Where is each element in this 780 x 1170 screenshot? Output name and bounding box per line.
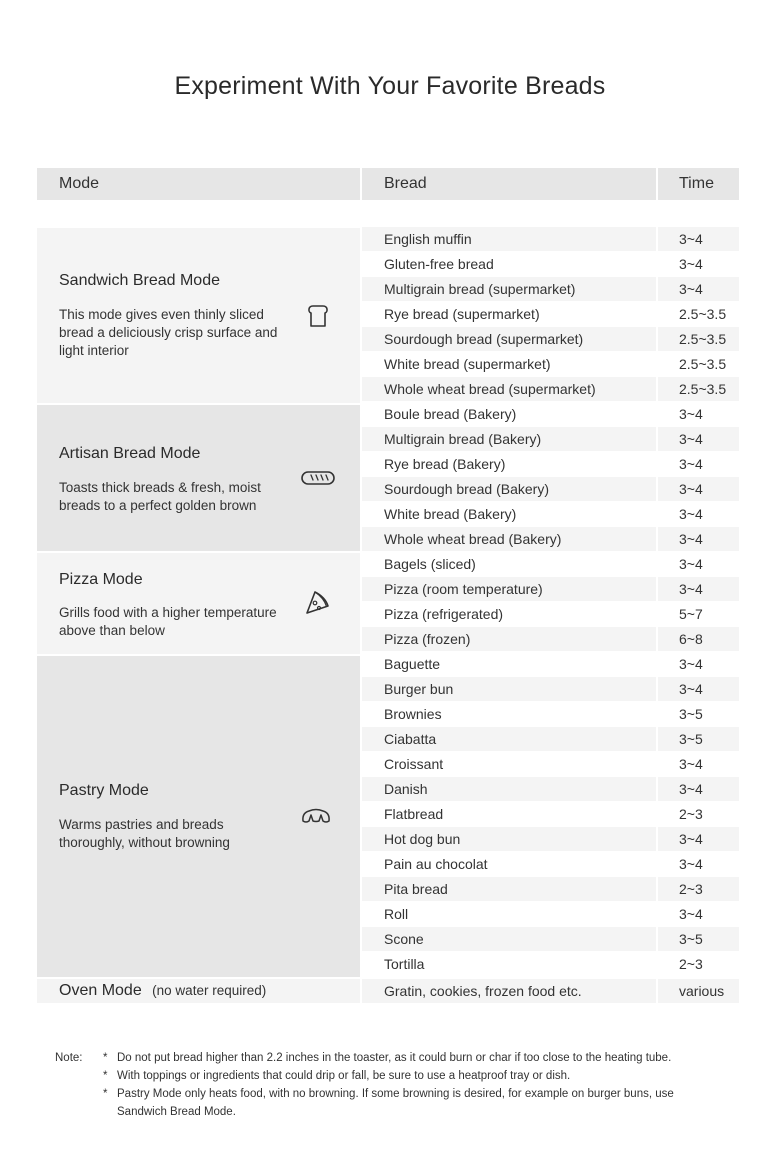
- table-row: [362, 327, 739, 351]
- bread-cell: Hot dog bun: [362, 827, 656, 851]
- mode-note: (no water required): [152, 983, 267, 998]
- table-row: [362, 852, 739, 876]
- table-row: [362, 552, 739, 576]
- time-cell: 3~4: [658, 477, 739, 501]
- bread-cell: Rye bread (Bakery): [384, 456, 506, 472]
- bread-cell: Multigrain bread (supermarket): [362, 277, 656, 301]
- bread-cell: Bagels (sliced): [384, 556, 476, 572]
- table-row: [362, 652, 739, 676]
- bread-cell: Rye bread (supermarket): [384, 306, 540, 322]
- bread-cell: Flatbread: [384, 806, 444, 822]
- notes-label: Note:: [55, 1052, 83, 1064]
- bread-cell: English muffin: [362, 227, 656, 251]
- header-time: Time: [658, 168, 739, 200]
- loaf-icon: [300, 469, 336, 487]
- time-cell: 3~4: [679, 756, 703, 772]
- mode-name: Sandwich Bread Mode: [59, 272, 220, 289]
- table-row: [362, 877, 739, 901]
- croissant-icon: [300, 806, 332, 826]
- bread-cell: Roll: [384, 906, 409, 922]
- time-cell: 3~4: [658, 277, 739, 301]
- table-row: [362, 527, 739, 551]
- time-cell: 5~7: [679, 606, 703, 622]
- pizza-slice-icon: [303, 589, 331, 617]
- bread-cell: Sourdough bread (Bakery): [362, 477, 656, 501]
- note-bullet: *: [103, 1070, 108, 1082]
- table-row: [362, 302, 739, 326]
- bread-cell: Pizza (frozen): [362, 627, 656, 651]
- note-text: With toppings or ingredients that could drip or fall, be sure to use a heatproof tray or dish.: [117, 1070, 571, 1082]
- table-row: [362, 602, 739, 626]
- table-row: [362, 402, 739, 426]
- mode-oven: [37, 979, 360, 1003]
- table-row: [362, 227, 739, 251]
- table-row: [362, 502, 739, 526]
- bread-cell: White bread (supermarket): [384, 356, 551, 372]
- table-row: [362, 702, 739, 726]
- bread-cell: Ciabatta: [362, 727, 656, 751]
- bread-cell: Multigrain bread (Bakery): [362, 427, 656, 451]
- time-cell: various: [658, 979, 739, 1003]
- bread-cell: Pita bread: [362, 877, 656, 901]
- table-row: [362, 252, 739, 276]
- time-cell: 3~4: [679, 256, 703, 272]
- bread-cell: Croissant: [384, 756, 444, 772]
- bread-cell: Pizza (room temperature): [362, 577, 656, 601]
- toast-slice-icon: [307, 304, 329, 328]
- time-cell: 2~3: [679, 806, 703, 822]
- bread-cell: Whole wheat bread (supermarket): [362, 377, 656, 401]
- bread-cell: Whole wheat bread (Bakery): [362, 527, 656, 551]
- time-cell: 3~4: [679, 906, 703, 922]
- time-cell: 3~4: [658, 227, 739, 251]
- table-row: [362, 902, 739, 926]
- mode-description: Grills food with a higher temperature above than below: [59, 605, 277, 638]
- note-text: Pastry Mode only heats food, with no browning. If some browning is desired, for example on burger buns, use Sandwich Bread Mode.: [117, 1088, 674, 1118]
- mode-name: Oven Mode: [59, 982, 142, 999]
- bread-cell: Burger bun: [362, 677, 656, 701]
- table-row: [362, 627, 739, 651]
- bread-cell: Pain au chocolat: [384, 856, 488, 872]
- table-row: [362, 677, 739, 701]
- table-row: [362, 427, 739, 451]
- mode-description: This mode gives even thinly sliced bread a deliciously crisp surface and light interior: [59, 307, 278, 358]
- bread-cell: Boule bread (Bakery): [384, 406, 517, 422]
- time-cell: 3~4: [658, 427, 739, 451]
- time-cell: 6~8: [658, 627, 739, 651]
- table-row: [362, 927, 739, 951]
- mode-description: Warms pastries and breads thoroughly, without browning: [59, 817, 230, 850]
- time-cell: 3~5: [658, 727, 739, 751]
- note-bullet: *: [103, 1052, 108, 1064]
- table-row: [362, 577, 739, 601]
- table-row: [362, 979, 739, 1003]
- bread-cell: Scone: [362, 927, 656, 951]
- time-cell: 3~4: [679, 556, 703, 572]
- time-cell: 3~4: [658, 577, 739, 601]
- time-cell: 2~3: [679, 956, 703, 972]
- page-title: Experiment With Your Favorite Breads: [174, 72, 606, 100]
- bread-cell: Pizza (refrigerated): [384, 606, 504, 622]
- time-cell: 3~5: [658, 927, 739, 951]
- time-cell: 2~3: [658, 877, 739, 901]
- time-cell: 3~4: [679, 456, 703, 472]
- table-row: [362, 752, 739, 776]
- time-cell: 3~4: [679, 656, 703, 672]
- time-cell: 2.5~3.5: [658, 327, 739, 351]
- time-cell: 2.5~3.5: [679, 306, 727, 322]
- table-row: [362, 352, 739, 376]
- time-cell: 3~4: [658, 677, 739, 701]
- time-cell: 3~5: [679, 706, 703, 722]
- mode-name: Pizza Mode: [59, 571, 143, 588]
- table-row: [362, 477, 739, 501]
- table-row: [362, 952, 739, 976]
- mode-pizza: [37, 553, 360, 654]
- table-row: [362, 777, 739, 801]
- time-cell: 3~4: [679, 856, 703, 872]
- mode-description: Toasts thick breads & fresh, moist breads to a perfect golden brown: [59, 480, 261, 513]
- time-cell: 3~4: [658, 777, 739, 801]
- bread-cell: Gluten-free bread: [384, 256, 494, 272]
- time-cell: 2.5~3.5: [658, 377, 739, 401]
- table-row: [362, 827, 739, 851]
- mode-artisan: [37, 405, 360, 551]
- table-row: [362, 727, 739, 751]
- bread-cell: Danish: [362, 777, 656, 801]
- time-cell: 3~4: [658, 527, 739, 551]
- time-cell: 3~4: [658, 827, 739, 851]
- time-cell: 2.5~3.5: [679, 356, 727, 372]
- bread-cell: Sourdough bread (supermarket): [362, 327, 656, 351]
- mode-pastry: [37, 656, 360, 977]
- table-row: [362, 277, 739, 301]
- bread-cell: Gratin, cookies, frozen food etc.: [362, 979, 656, 1003]
- bread-cell: Baguette: [384, 656, 441, 672]
- bread-cell: Brownies: [384, 706, 442, 722]
- note-bullet: *: [103, 1088, 108, 1100]
- header-mode: Mode: [37, 168, 360, 200]
- mode-name: Pastry Mode: [59, 782, 149, 799]
- header-bread: Bread: [362, 168, 656, 200]
- table-row: [362, 377, 739, 401]
- time-cell: 3~4: [679, 506, 703, 522]
- mode-sandwich: [37, 228, 360, 403]
- note-text: Do not put bread higher than 2.2 inches in the toaster, as it could burn or char if too close to the heating tube.: [117, 1052, 672, 1064]
- bread-cell: Tortilla: [384, 956, 425, 972]
- table-row: [362, 452, 739, 476]
- bread-cell: White bread (Bakery): [384, 506, 517, 522]
- mode-name: Artisan Bread Mode: [59, 445, 201, 462]
- table-row: [362, 802, 739, 826]
- time-cell: 3~4: [679, 406, 703, 422]
